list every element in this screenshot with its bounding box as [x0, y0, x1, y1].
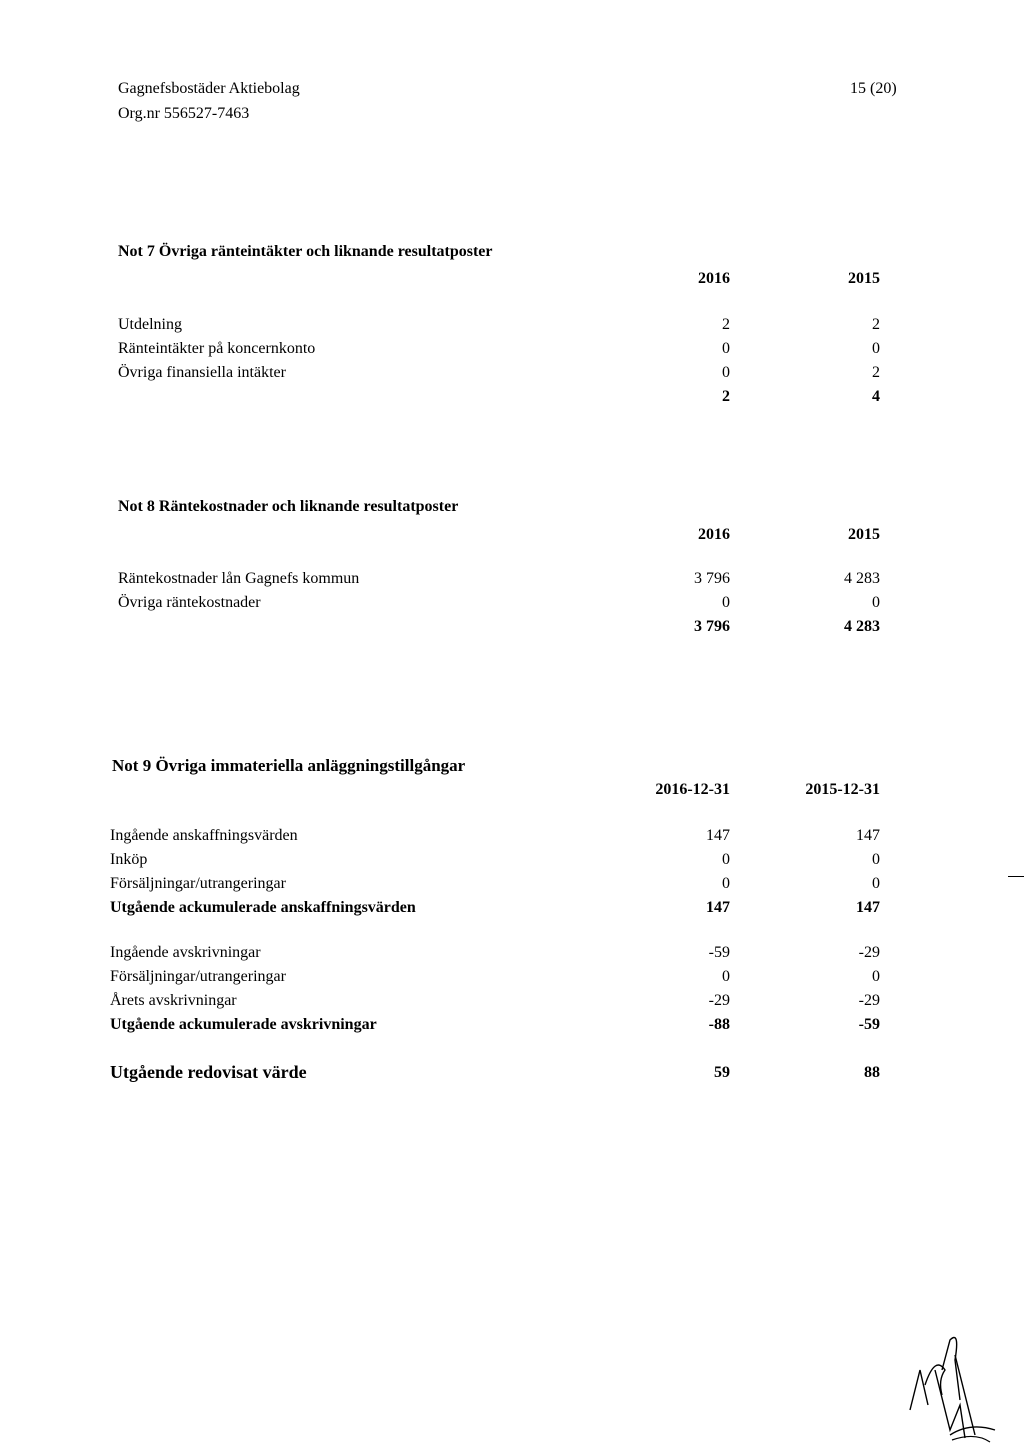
note-8-title: Not 8 Räntekostnader och liknande resultatposter [118, 498, 459, 515]
note-9-row-value-2015: 0 [872, 875, 880, 892]
note-8-row-value-2016: 3 796 [694, 570, 730, 587]
note-9-row-value-2015: -29 [858, 992, 880, 1009]
note-9-row-label: Ingående avskrivningar [110, 944, 261, 961]
note-9-row-value-2016: 147 [706, 827, 730, 844]
note-7-total-2016: 2 [722, 388, 730, 405]
note-8-total-2016: 3 796 [694, 618, 730, 635]
note-9-row-value-2015: 0 [872, 851, 880, 868]
note-9-col-2016: 2016-12-31 [655, 781, 730, 798]
note-9-row-value-2015: 0 [872, 968, 880, 985]
note-9-row-value-2016: 0 [722, 851, 730, 868]
note-7-row-value-2015: 2 [872, 316, 880, 333]
note-9-row-value-2016: -29 [708, 992, 730, 1009]
note-8-row-value-2015: 0 [872, 594, 880, 611]
page-number: 15 (20) [850, 80, 897, 97]
note-9-row-value-2015: -29 [858, 944, 880, 961]
note-9-row-label: Ingående anskaffningsvärden [110, 827, 298, 844]
note-7-col-2016: 2016 [698, 270, 730, 287]
note-9-row-label: Försäljningar/utrangeringar [110, 968, 286, 985]
note-8-col-2016: 2016 [698, 526, 730, 543]
note-9-col-2015: 2015-12-31 [805, 781, 880, 798]
note-9-row-label: Årets avskrivningar [110, 992, 237, 1009]
note-7-col-2015: 2015 [848, 270, 880, 287]
note-8-row-label: Räntekostnader lån Gagnefs kommun [118, 570, 360, 587]
note-9-group2-total-label: Utgående ackumulerade avskrivningar [110, 1016, 377, 1033]
note-9-row-value-2016: 0 [722, 875, 730, 892]
note-9-group2-total-2016: -88 [708, 1016, 730, 1033]
note-7-title: Not 7 Övriga ränteintäkter och liknande resultatposter [118, 243, 493, 260]
note-9-final-label: Utgående redovisat värde [110, 1062, 307, 1082]
note-8-total-2015: 4 283 [844, 618, 880, 635]
note-7-row-value-2016: 0 [722, 340, 730, 357]
note-7-total-2015: 4 [872, 388, 880, 405]
note-7-row-value-2016: 0 [722, 364, 730, 381]
note-7-row-label: Utdelning [118, 316, 182, 333]
company-name: Gagnefsbostäder Aktiebolag [118, 80, 300, 97]
note-8-row-value-2015: 4 283 [844, 570, 880, 587]
note-9-group1-total-2015: 147 [856, 899, 880, 916]
note-7-row-value-2015: 2 [872, 364, 880, 381]
org-number: Org.nr 556527-7463 [118, 105, 250, 122]
note-9-row-label: Inköp [110, 851, 148, 868]
note-9-row-value-2016: 0 [722, 968, 730, 985]
page-edge-mark [1008, 876, 1024, 877]
note-7-row-value-2015: 0 [872, 340, 880, 357]
note-8-row-value-2016: 0 [722, 594, 730, 611]
note-7-row-label: Ränteintäkter på koncernkonto [118, 340, 316, 357]
note-9-final-2016: 59 [714, 1064, 730, 1081]
note-9-group1-total-2016: 147 [706, 899, 730, 916]
note-8-col-2015: 2015 [848, 526, 880, 543]
note-7-row-value-2016: 2 [722, 316, 730, 333]
note-9-group1-total-label: Utgående ackumulerade anskaffningsvärden [110, 899, 416, 916]
note-9-row-value-2016: -59 [708, 944, 730, 961]
note-8-row-label: Övriga räntekostnader [118, 594, 261, 611]
note-9-group2-total-2015: -59 [858, 1016, 880, 1033]
note-7-row-label: Övriga finansiella intäkter [118, 364, 286, 381]
note-9-final-2015: 88 [864, 1064, 880, 1081]
signature-initials [890, 1310, 1000, 1445]
note-9-row-label: Försäljningar/utrangeringar [110, 875, 286, 892]
note-9-row-value-2015: 147 [856, 827, 880, 844]
note-9-title: Not 9 Övriga immateriella anläggningstillgångar [112, 756, 466, 775]
